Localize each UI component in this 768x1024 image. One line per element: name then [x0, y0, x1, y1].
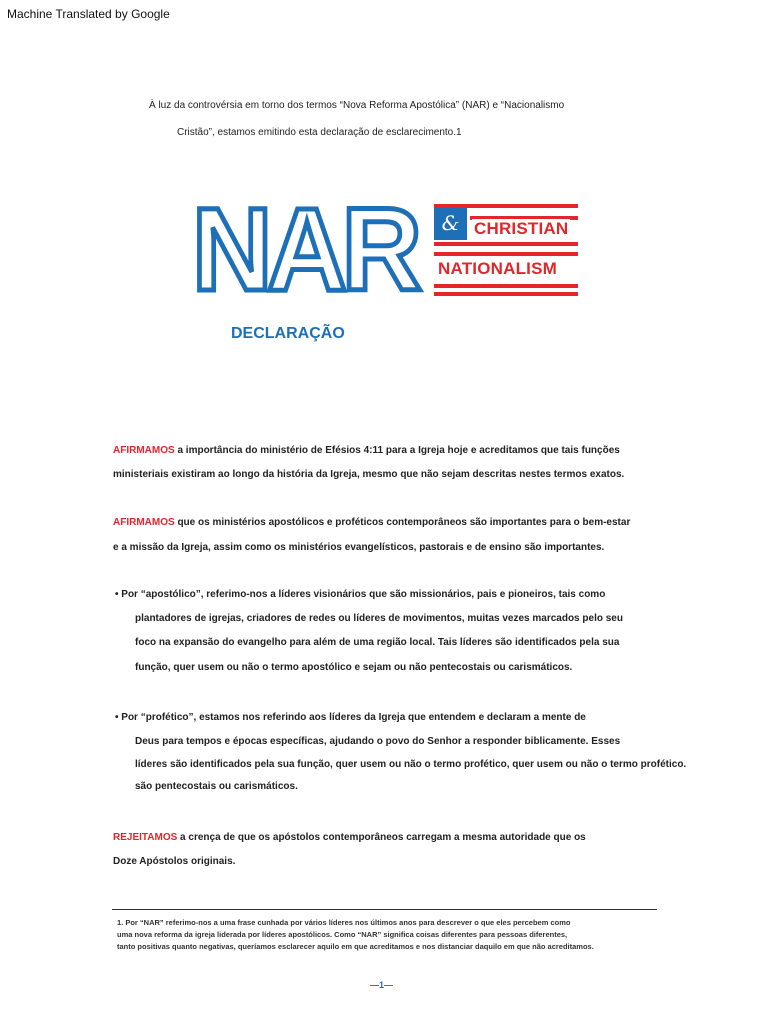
- reject-paragraph-line-2: Doze Apóstolos originais.: [113, 856, 236, 867]
- paragraph-text: a crença de que os apóstolos contemporâneos carregam a mesma autoridade que os: [177, 832, 586, 843]
- bullet-prophetic-line-1: • Por “profético”, estamos nos referindo aos líderes da Igreja que entendem e declaram a mente de: [115, 712, 586, 723]
- christian-nationalism-logo: [434, 202, 578, 296]
- affirm-paragraph-1-line-1: [113, 445, 620, 456]
- affirm-paragraph-1-line-2: ministeriais existiram ao longo da história da Igreja, mesmo que não sejam descritas nestes termos exatos.: [113, 469, 625, 480]
- bullet-prophetic-line-2: Deus para tempos e épocas específicas, ajudando o povo do Senhor a responder biblicamente. Esses: [135, 736, 621, 747]
- footnote-line-1: 1. Por “NAR” referimo-nos a uma frase cunhada por vários líderes nos últimos anos para descrever o que eles percebem como: [117, 918, 571, 927]
- bullet-apostolic-line-1: • Por “apostólico”, referimo-nos a líderes visionários que são missionários, pais e pioneiros, tais como: [115, 589, 606, 600]
- page-number: —1—: [370, 980, 394, 990]
- declaration-title: DECLARAÇÃO: [231, 325, 345, 342]
- bullet-apostolic-line-3: foco na expansão do evangelho para além de uma região local. Tais líderes são identificados pela sua: [135, 637, 620, 648]
- affirm-keyword: AFIRMAMOS: [113, 445, 175, 456]
- paragraph-text: a importância do ministério de Efésios 4:11 para a Igreja hoje e acreditamos que tais funções: [174, 445, 620, 456]
- footnote-line-2: uma nova reforma da igreja liderada por líderes apostólicos. Como “NAR” significa coisas diferentes para pessoas diferentes,: [117, 930, 568, 939]
- ampersand-badge: &: [434, 208, 467, 240]
- logo-word-christian: CHRISTIAN: [474, 219, 569, 238]
- nar-logo-text: NAR: [192, 190, 417, 305]
- reject-keyword: REJEITAMOS: [113, 832, 178, 843]
- bullet-apostolic-line-4: função, quer usem ou não o termo apostólico e sejam ou não pentecostais ou carismáticos.: [135, 662, 573, 673]
- bullet-prophetic-line-4: são pentecostais ou carismáticos.: [135, 781, 298, 792]
- machine-translation-header: Machine Translated by Google: [7, 7, 170, 21]
- logo-word-nationalism: NATIONALISM: [438, 259, 557, 278]
- intro-line-1: À luz da controvérsia em torno dos termos “Nova Reforma Apostólica” (NAR) e “Nacionalismo: [149, 100, 565, 111]
- intro-line-2: Cristão”, estamos emitindo esta declaração de esclarecimento.1: [177, 127, 462, 138]
- reject-paragraph-line-1: [113, 832, 586, 843]
- footnote-line-3: tanto positivas quanto negativas, queríamos esclarecer aquilo em que acreditamos e nos distanciar daquilo em que não acreditamos.: [117, 942, 594, 951]
- bullet-prophetic-line-3: líderes são identificados pela sua função, quer usem ou não o termo profético, quer usem ou não o termo profético.: [135, 759, 687, 770]
- flag-stripe: [434, 284, 578, 288]
- nar-logo: [190, 190, 425, 305]
- bullet-apostolic-line-2: plantadores de igrejas, criadores de redes ou líderes de movimentos, muitas vezes marcados pelo seu: [135, 613, 623, 624]
- affirm-paragraph-2-line-1: [113, 517, 630, 528]
- flag-stripe: [434, 242, 578, 246]
- paragraph-text: que os ministérios apostólicos e proféticos contemporâneos são importantes para o bem-estar: [174, 517, 631, 528]
- affirm-paragraph-2-line-2: e a missão da Igreja, assim como os ministérios evangelísticos, pastorais e de ensino são importantes.: [113, 542, 605, 553]
- flag-stripe: [434, 292, 578, 296]
- affirm-keyword: AFIRMAMOS: [113, 517, 175, 528]
- flag-stripe: [434, 252, 578, 256]
- footnote-divider: [112, 909, 657, 910]
